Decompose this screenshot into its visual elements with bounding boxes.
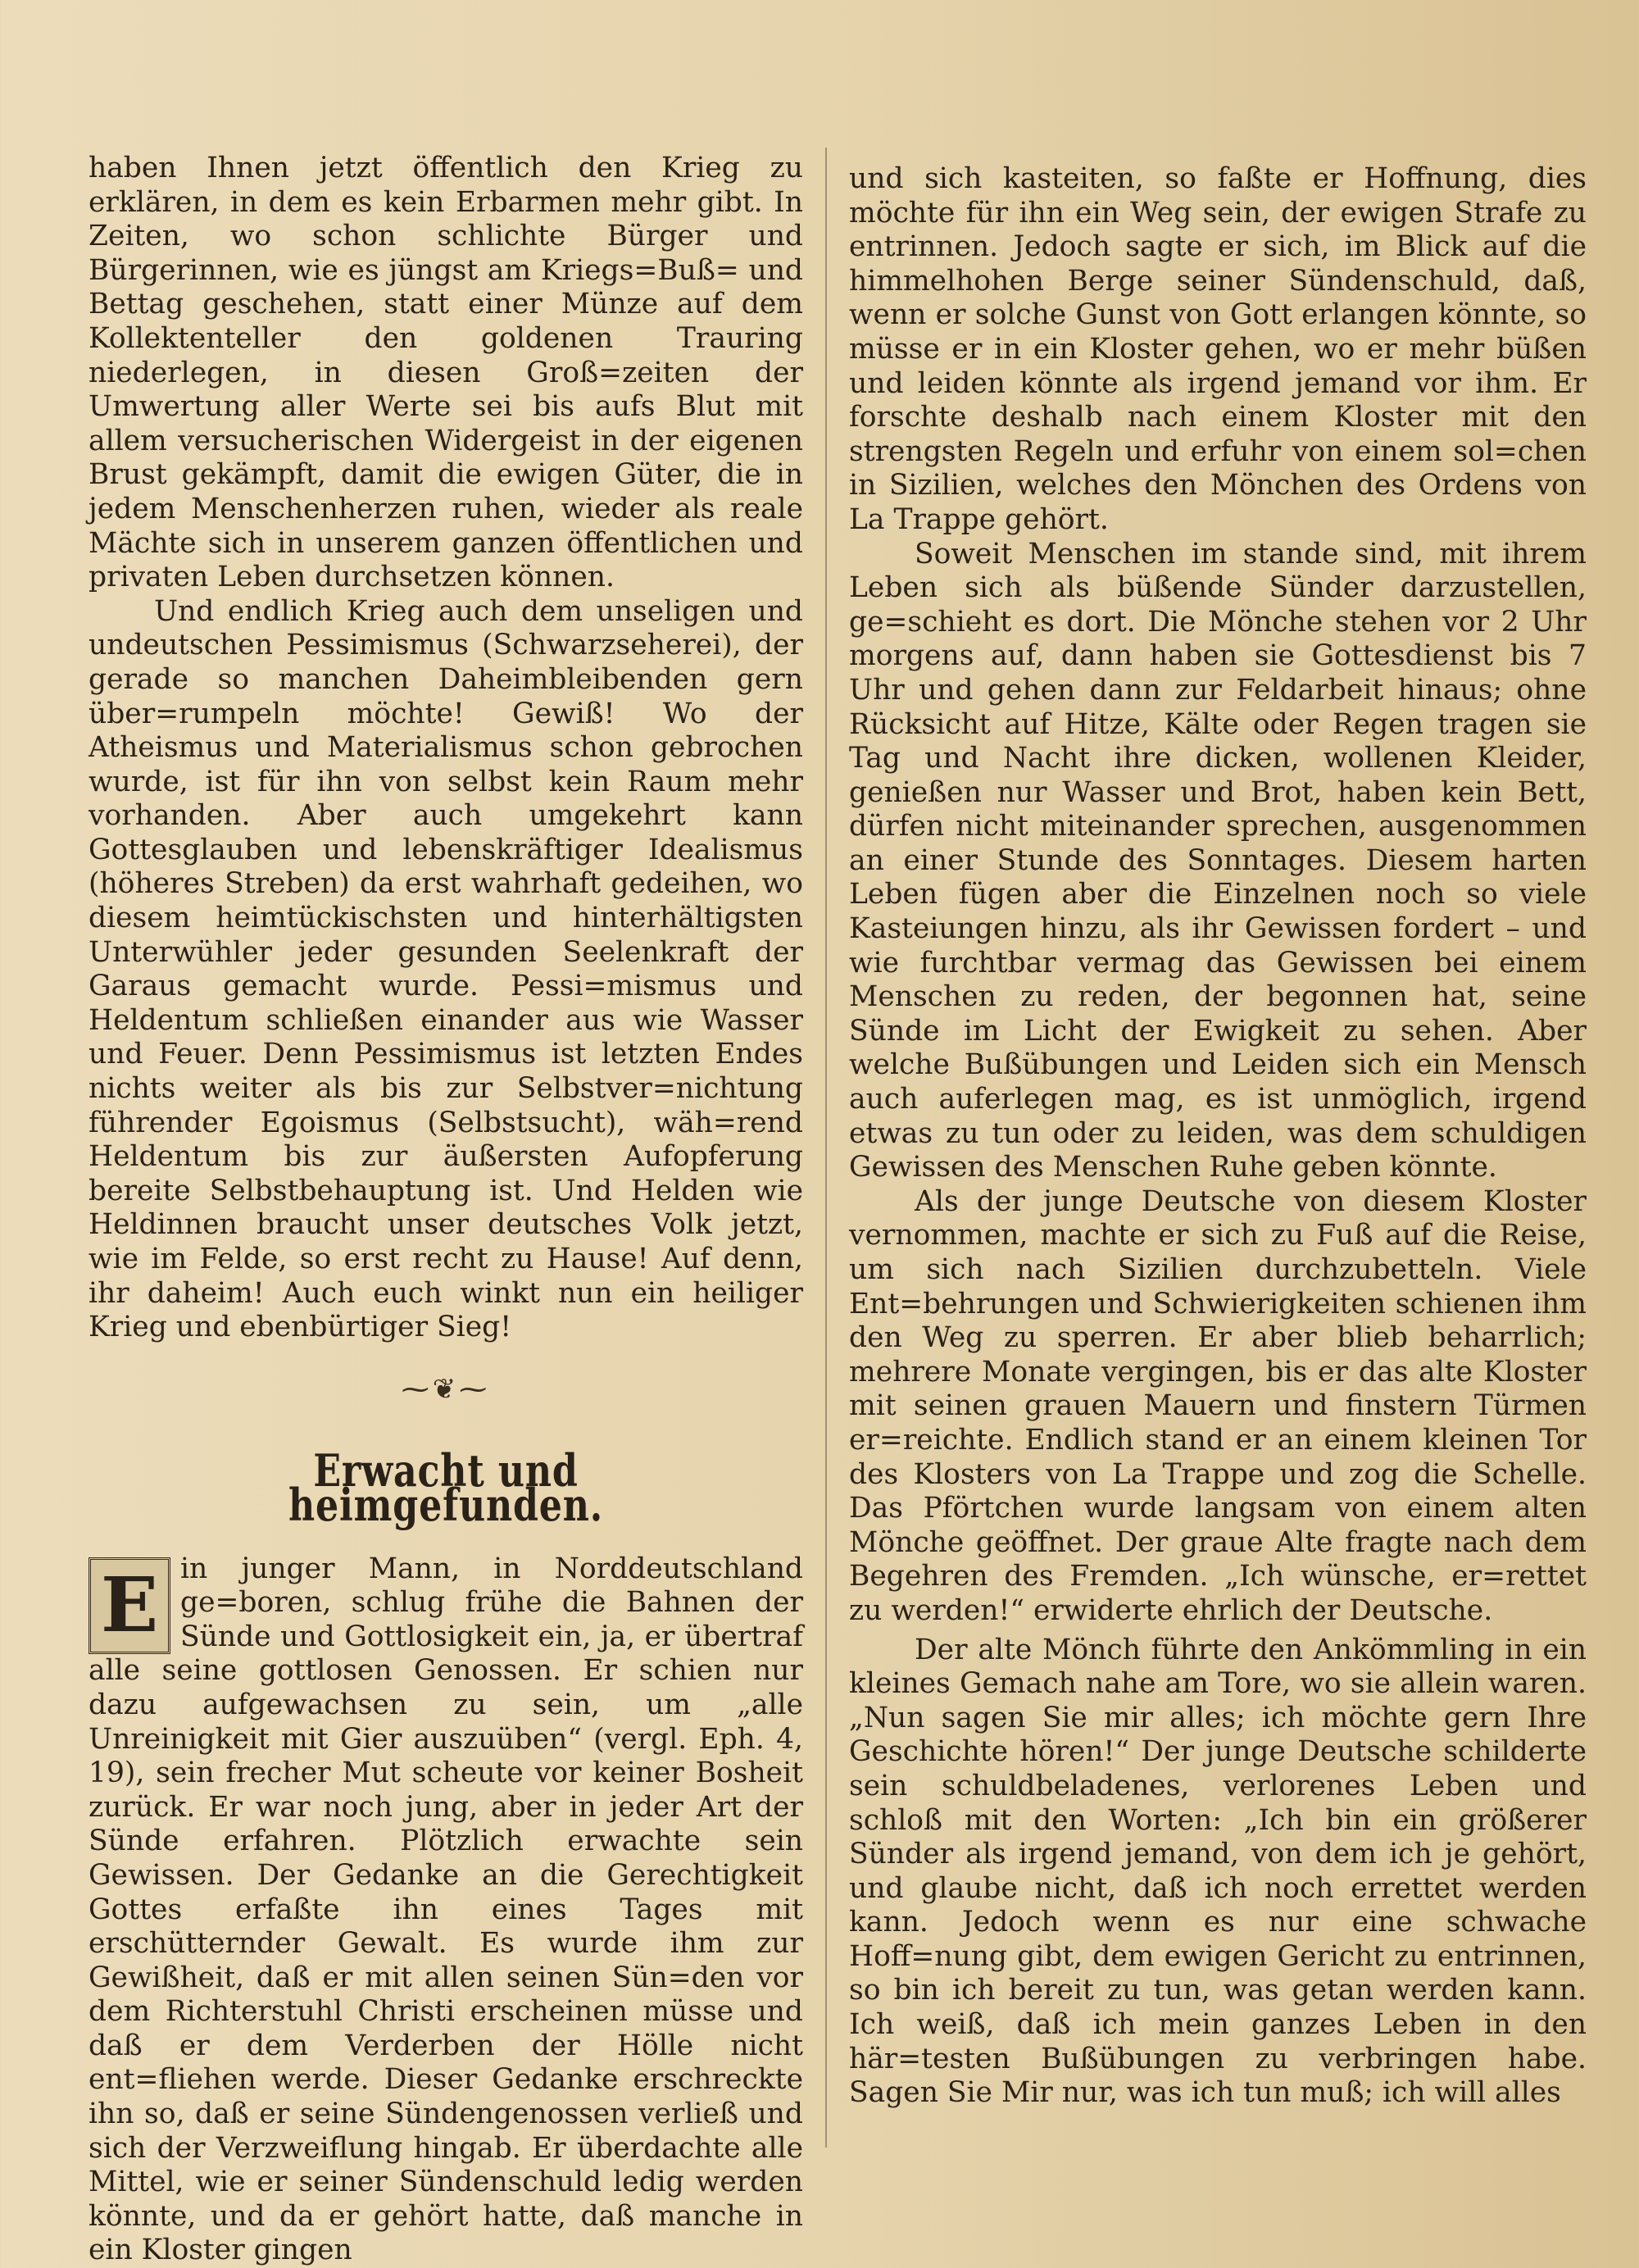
right-paragraph-3: Als der junge Deutsche von diesem Kloster vernommen, machte er sich zu Fuß auf die Reise, um sich nach Sizilien durchzubetteln. Viele Ent=behrungen und Schwierigkeiten schienen ihm den Weg zu sperren. Er aber blieb beharrlich; mehrere Monate vergingen, bis er das alte Kloster mit seinen grauen Mauern und finstern Türmen er=reichte. Endlich stand er an einem kleinen Tor des Klosters von La Trappe und zog die Schelle. Das Pförtchen wurde langsam von einem alten Mönche geöffnet. Der graue Alte fragte nach dem Begehren des Fremden. „Ich wünsche, er=rettet zu werden!“ erwiderte ehrlich der Deutsche. xyxy=(849,1184,1587,1627)
article-heading: Erwacht und heimgefunden. xyxy=(288,1444,604,1531)
right-paragraph-2: Soweit Menschen im stande sind, mit ihrem Leben sich als büßende Sünder darzustellen, ge=schieht es dort. Die Mönche stehen vor 2 Uhr morgens auf, dann haben sie Gottesdienst bis 7 Uhr und gehen dann zur Feldarbeit hinaus; ohne Rücksicht auf Hitze, Kälte oder Regen tragen sie Tag und Nacht ihre dicken, wollenen Kleider, genießen nur Wasser und Brot, haben kein Bett, dürfen nicht miteinander sprechen, ausgenommen an einer Stunde des Sonntages. Diesem harten Leben fügen aber die Einzelnen noch so viele Kasteiungen hinzu, als ihr Gewissen fordert – und wie furchtbar vermag das Gewissen bei einem Menschen zu reden, der begonnen hat, seine Sünde im Licht der Ewigkeit zu sehen. Aber welche Bußübungen und Leiden sich ein Mensch auch auferlegen mag, es ist unmöglich, irgend etwas zu tun oder zu leiden, was dem schuldigen Gewissen des Menschen Ruhe geben könnte. xyxy=(849,537,1587,1184)
right-paragraph-4: Der alte Mönch führte den Ankömmling in ein kleines Gemach nahe am Tore, wo sie allein waren. „Nun sagen Sie mir alles; ich möchte gern Ihre Geschichte hören!“ Der junge Deutsche schilderte sein schuldbeladenes, verlorenes Leben und schloß mit den Worten: „Ich bin ein größerer Sünder als irgend jemand, von dem ich je gehört, und glaube nicht, daß ich noch errettet werden kann. Jedoch wenn es nur eine schwache Hoff=nung gibt, dem ewigen Gericht zu entrinnen, so bin ich bereit zu tun, was getan werden kann. Ich weiß, daß ich mein ganzes Leben in den här=testen Bußübungen zu verbringen habe. Sagen Sie Mir nur, was ich tun muß; ich will alles xyxy=(849,1633,1587,2110)
column-divider xyxy=(825,148,827,2148)
right-paragraph-1: und sich kasteiten, so faßte er Hoffnung, dies möchte für ihn ein Weg sein, der ewigen Strafe zu entrinnen. Jedoch sagte er sich, im Blick auf die himmelhohen Berge seiner Sündenschuld, daß, wenn er solche Gunst von Gott erlangen könnte, so müsse er in ein Kloster gehen, wo er mehr büßen und leiden könnte als irgend jemand vor ihm. Er forschte deshalb nach einem Kloster mit den strengsten Regeln und erfuhr von einem sol=chen in Sizilien, welches den Mönchen des Ordens von La Trappe gehört. xyxy=(849,162,1587,536)
drop-cap: E xyxy=(89,1557,170,1654)
ornament-divider: ⁓❦⁓ xyxy=(401,1372,491,1406)
left-paragraph-3 xyxy=(89,1552,803,2268)
left-paragraph-3-text: in junger Mann, in Norddeutschland ge=boren, schlug frühe die Bahnen der Sünde und Gottlosigkeit ein, ja, er übertraf alle seine gottlosen Genossen. Er schien nur dazu aufgewachsen zu sein, um „alle Unreinigkeit mit Gier auszuüben“ (vergl. Eph. 4, 19), sein frecher Mut scheute vor keiner Bosheit zurück. Er war noch jung, aber in jeder Art der Sünde erfahren. Plötzlich erwachte sein Gewissen. Der Gedanke an die Gerechtigkeit Gottes erfaßte ihn eines Tages mit erschütternder Gewalt. Es wurde ihm zur Gewißheit, daß er mit allen seinen Sün=den vor dem Richterstuhl Christi erscheinen müsse und daß er dem Verderben der Hölle nicht ent=fliehen werde. Dieser Gedanke erschreckte ihn so, daß er seine Sündengenossen verließ und sich der Verzweiflung hingab. Er überdachte alle Mittel, wie er seiner Sündenschuld ledig werden könnte, und da er gehört hatte, daß manche in ein Kloster gingen xyxy=(89,1552,803,2267)
right-column xyxy=(849,162,1587,2111)
left-paragraph-2: Und endlich Krieg auch dem unseligen und undeutschen Pessimismus (Schwarzseherei), der gerade so manchen Daheimbleibenden gern über=rumpeln möchte! Gewiß! Wo der Atheismus und Materialismus schon gebrochen wurde, ist für ihn von selbst kein Raum mehr vorhanden. Aber auch umgekehrt kann Gottesglauben und lebenskräftiger Idealismus (höheres Streben) da erst wahrhaft gedeihen, wo diesem heimtückischsten und hinterhältigsten Unterwühler jeder gesunden Seelenkraft der Garaus gemacht wurde. Pessi=mismus und Heldentum schließen einander aus wie Wasser und Feuer. Denn Pessimismus ist letzten Endes nichts weiter als bis zur Selbstver=nichtung führender Egoismus (Selbstsucht), wäh=rend Heldentum bis zur äußersten Aufopferung bereite Selbstbehauptung ist. Und Helden wie Heldinnen braucht unser deutsches Volk jetzt, wie im Felde, so erst recht zu Hause! Auf denn, ihr daheim! Auch euch winkt nun ein heiliger Krieg und ebenbürtiger Sieg! xyxy=(89,594,803,1344)
left-paragraph-1: haben Ihnen jetzt öffentlich den Krieg zu erklären, in dem es kein Erbarmen mehr gibt. In Zeiten, wo schon schlichte Bürger und Bürgerinnen, wie es jüngst am Kriegs=Buß= und Bettag geschehen, statt einer Münze auf dem Kollektenteller den goldenen Trauring niederlegen, in diesen Groß=zeiten der Umwertung aller Werte sei bis aufs Blut mit allem versucherischen Widergeist in der eigenen Brust gekämpft, damit die ewigen Güter, die in jedem Menschenherzen ruhen, wieder als reale Mächte sich in unserem ganzen öffentlichen und privaten Leben durchsetzen können. xyxy=(89,152,803,594)
left-column xyxy=(89,152,803,2268)
